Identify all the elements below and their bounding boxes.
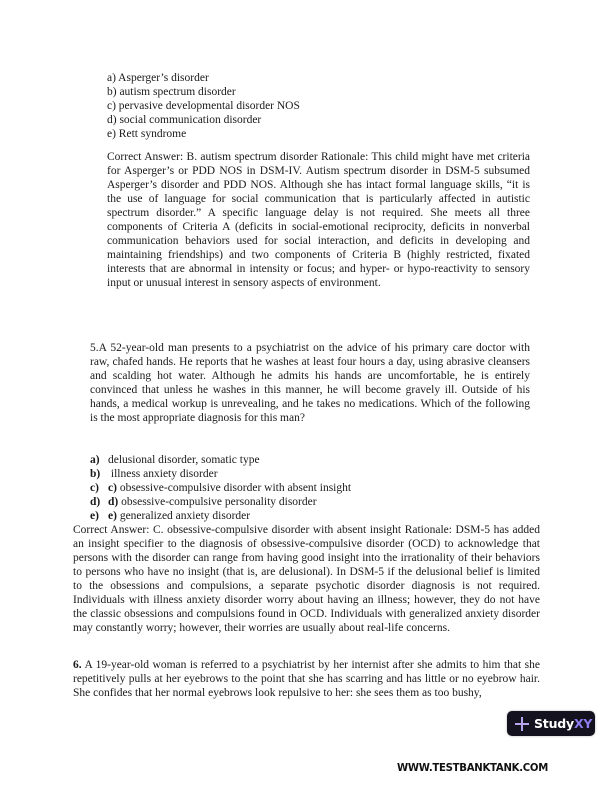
option-a: a) Asperger’s disorder (107, 72, 209, 84)
option-letter: a) (90, 454, 100, 466)
question5-answer-rationale: Correct Answer: C. obsessive-compulsive disorder with absent insight Rationale: DSM-5 has added an insight specifier to the diagnosis of obsessive-compulsive disorder (OCD) to acknowledge that persons with the disorder can range from having good insight into the irrationality of their behaviors to persons who have no insight (that is, are delusional). In DSM-5 if the delusional belief is limited to the obsessions and compulsions, a separate psychotic disorder diagnosis is not required. Individuals with illness anxiety disorder worry about having an illness; however, they do not have the classic obsessions and compulsions found in OCD. Individuals with generalized anxiety disorder may constantly worry; however, their worries are usually about real-life concerns. (73, 524, 540, 634)
option-a (90, 453, 530, 467)
question-number: 6. (73, 659, 82, 671)
option-text: illness anxiety disorder (108, 468, 218, 480)
option-text: generalized anxiety disorder (116, 510, 251, 522)
option-b: b) autism spectrum disorder (107, 86, 236, 98)
option-c: c) c) obsessive-compulsive disorder with absent insight (90, 482, 352, 494)
plus-icon (515, 717, 529, 731)
option-b (90, 467, 530, 481)
question5-options (90, 453, 530, 523)
option-letter: c) (90, 482, 99, 494)
option-letter: d) (90, 496, 101, 508)
option-letter: e) (90, 510, 99, 522)
option-letter: b) (90, 468, 101, 480)
option-e: e) e) generalized anxiety disorder (90, 510, 251, 522)
question5-stem: 5.A 52-year-old man presents to a psychiatrist on the advice of his primary care doctor with raw, chafed hands. He reports that he washes at least four hours a day, using abrasive cleansers and scalding hot water. Although he admits his hands are uncomfortable, he is entirely convinced that unless he washes in this manner, he will become gravely ill. Outside of his hands, a medical workup is unrevealing, and he takes no medications. Which of the following is the most appropriate diagnosis for this man? (90, 342, 530, 424)
option-d: d) d) obsessive-compulsive personality disorder (90, 496, 317, 508)
option-text: obsessive-compulsive disorder with absent insight (116, 482, 352, 494)
option-d: d) social communication disorder (107, 114, 262, 126)
option-c: c) pervasive developmental disorder NOS (107, 100, 300, 112)
question4-answer-rationale: Correct Answer: B. autism spectrum disorder Rationale: This child might have met criteria for Asperger’s or PDD NOS in DSM-IV. Autism spectrum disorder in DSM-5 subsumed Asperger’s disorder and PDD NOS. Although she has intact formal language skills, “it is the use of language for social communication that is particularly affected in autistic spectrum disorder.” A specific language delay is not required. She meets all three components of Criteria A (deficits in social-emotional reciprocity, deficits in nonverbal communication behaviors used for social interaction, and deficits in developing and maintaining friendships) and two components of Criteria B (highly restricted, fixated interests that are abnormal in intensity or focus; and hyper- or hypo-reactivity to sensory input or unusual interest in sensory aspects of environment. (107, 151, 530, 289)
studyxy-badge[interactable] (507, 711, 595, 736)
question6-stem: 6. A 19-year-old woman is referred to a psychiatrist by her internist after she admits to him that she repetitively pulls at her eyebrows to the point that she has scarring and has little or no eyebrow hair. She confides that her normal eyebrows look repulsive to her: she sees them as too bushy, (73, 659, 540, 699)
option-e: e) Rett syndrome (107, 128, 187, 140)
question4-options (107, 71, 527, 141)
option-text: delusional disorder, somatic type (108, 454, 260, 466)
option-text: obsessive-compulsive personality disorder (118, 496, 317, 508)
website-footer[interactable]: WWW.TESTBANKTANK.COM (397, 761, 549, 774)
studyxy-logo-text: StudyXY (534, 716, 593, 731)
